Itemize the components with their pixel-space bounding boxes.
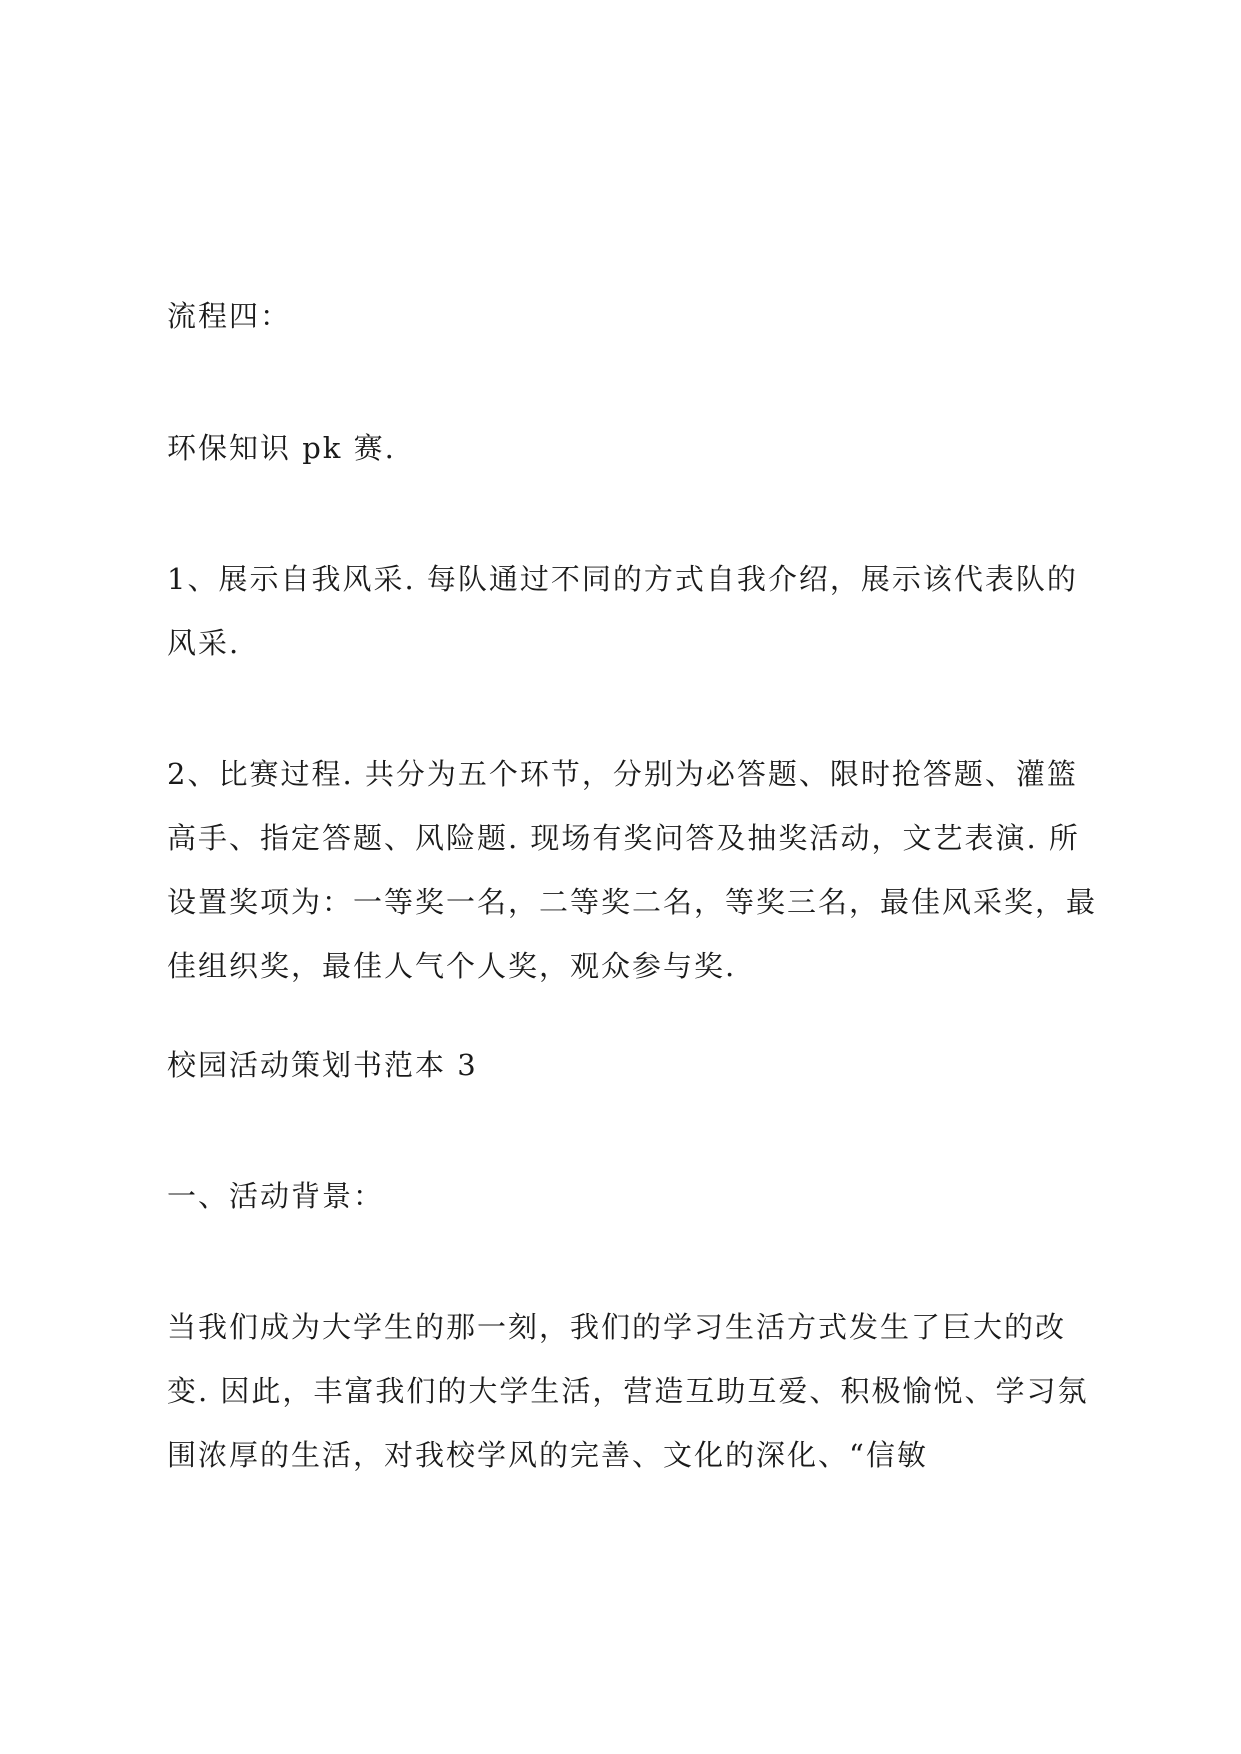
paragraph-team-showcase: 1、展示自我风采. 每队通过不同的方式自我介绍，展示该代表队的风采. [167, 562, 1078, 660]
section-heading-process-four: 流程四： [167, 299, 292, 333]
subheading-environment-quiz: 环保知识 pk 赛. [167, 431, 396, 465]
document-title-template-3: 校园活动策划书范本 3 [167, 1048, 478, 1082]
paragraph-background-body: 当我们成为大学生的那一刻，我们的学习生活方式发生了巨大的改变. 因此，丰富我们的大学生活，营造互助互爱、积极愉悦、学习氛围浓厚的生活，对我校学风的完善、文化的深化、“信敏 [167, 1310, 1089, 1472]
paragraph-competition-process: 2、比赛过程. 共分为五个环节，分别为必答题、限时抢答题、灌篮高手、指定答题、风险题. 现场有奖问答及抽奖活动，文艺表演. 所设置奖项为：一等奖一名，二等奖二名，等奖三名，最佳风采奖，最佳组织奖，最佳人气个人奖，观众参与奖. [167, 757, 1098, 983]
section-heading-background: 一、活动背景： [167, 1179, 385, 1213]
